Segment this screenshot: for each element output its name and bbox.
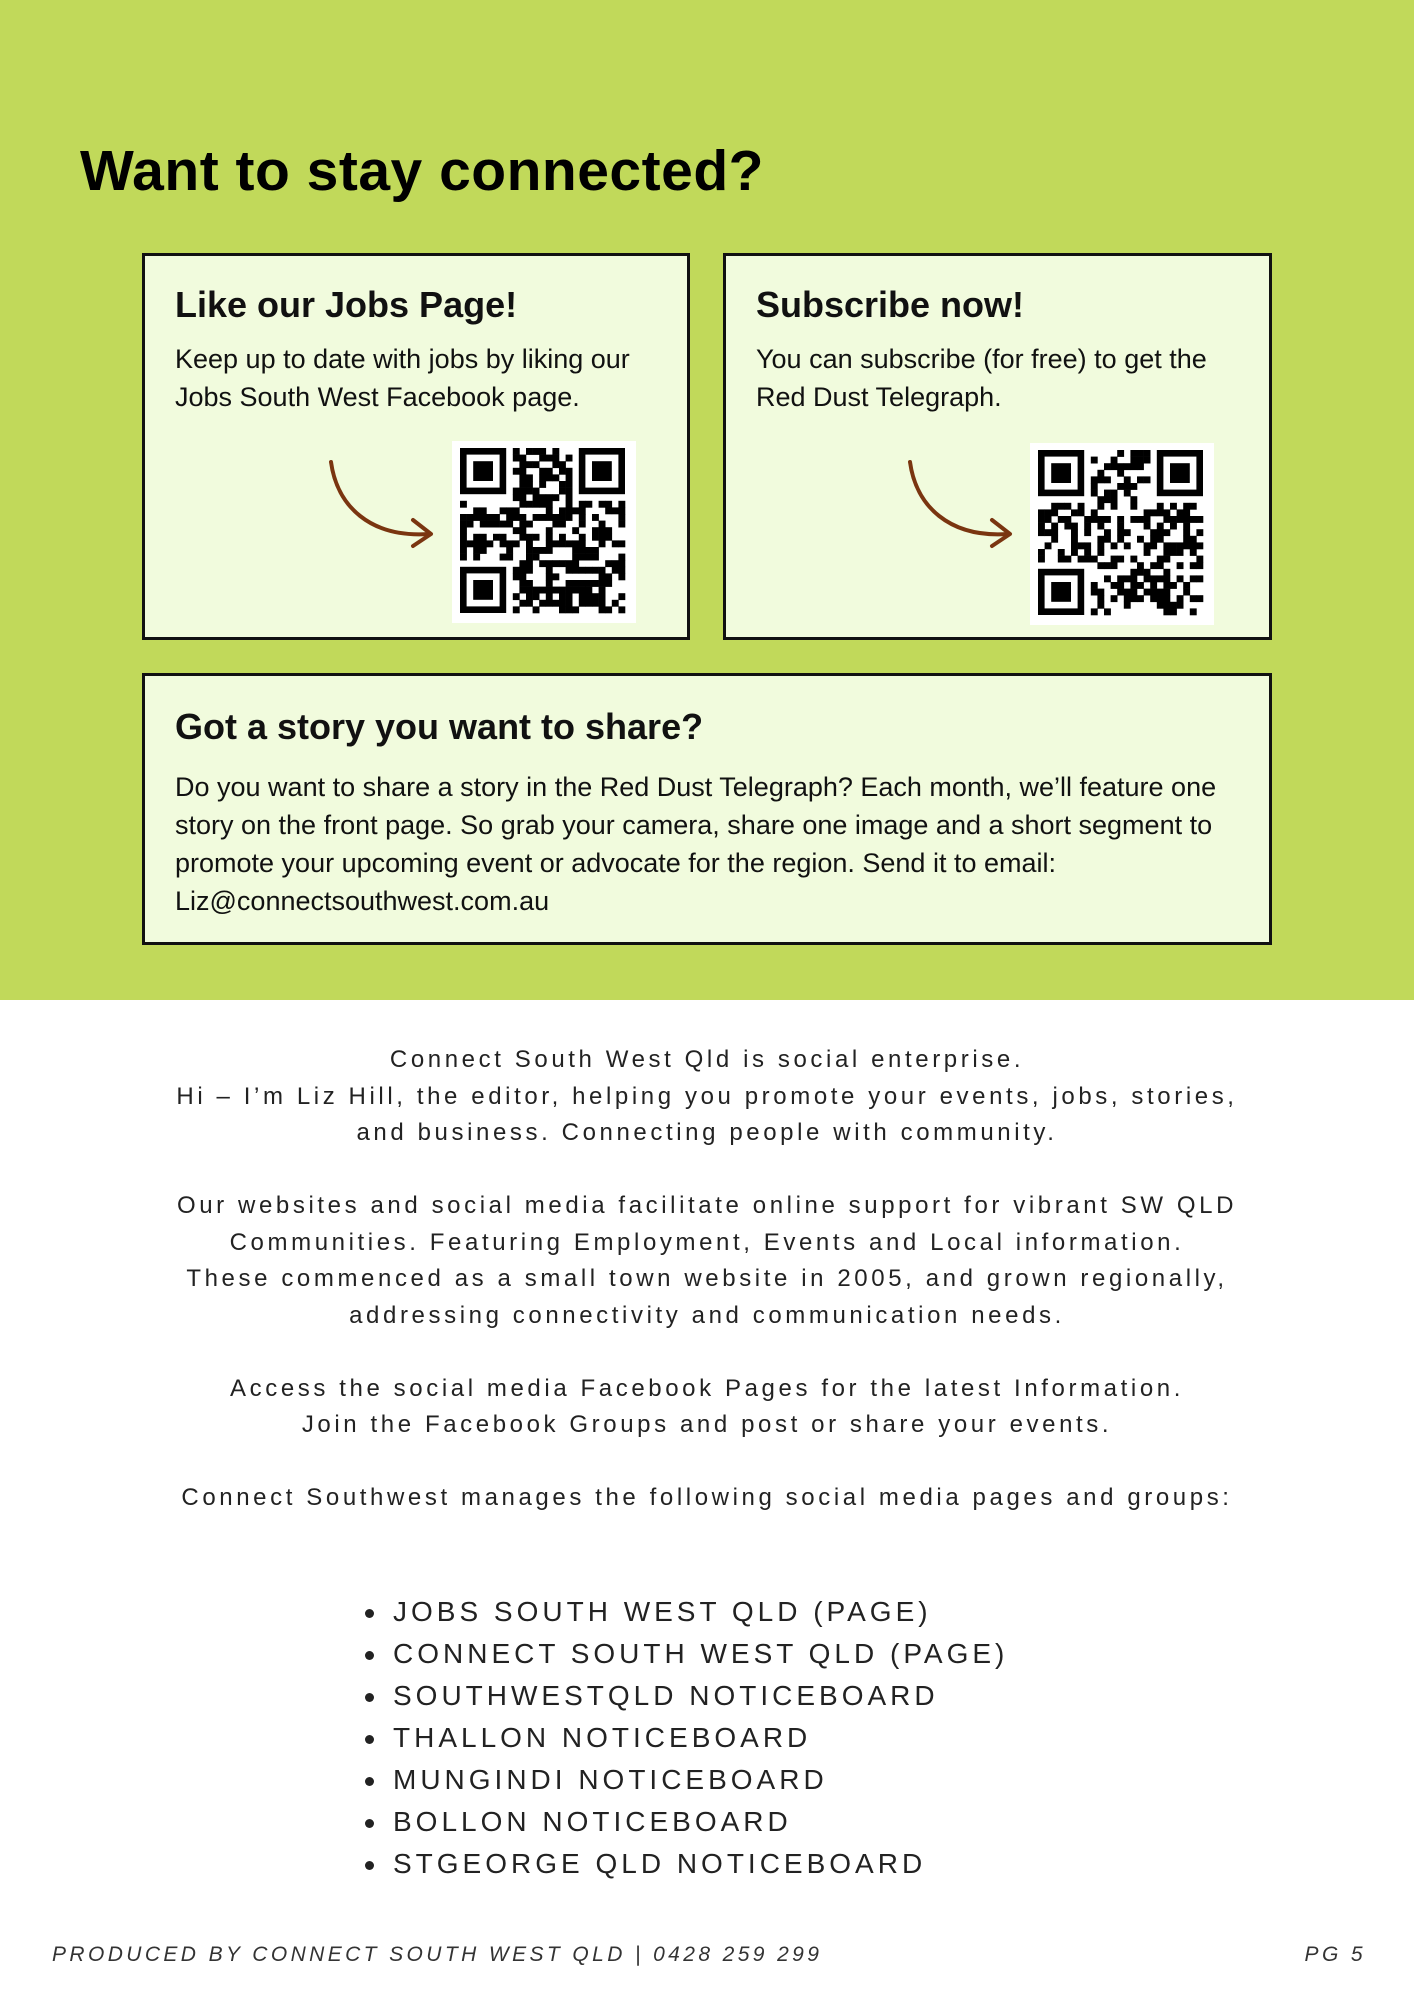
paragraph-gap <box>0 1444 1414 1481</box>
about-line: and business. Connecting people with community. <box>356 1119 1058 1146</box>
social-group-item: SOUTHWESTQLD NOTICEBOARD <box>393 1675 1008 1717</box>
page-headline: Want to stay connected? <box>80 139 764 203</box>
about-line: Hi – I’m Liz Hill, the editor, helping you promote your events, jobs, stories, <box>176 1082 1238 1110</box>
about-section <box>0 1042 1414 1517</box>
about-line: Access the social media Facebook Pages for the latest Information. <box>230 1374 1184 1402</box>
qr-code-icon[interactable] <box>1030 443 1214 625</box>
curved-arrow-icon <box>904 456 1024 556</box>
social-groups-list <box>393 1591 1008 1885</box>
paragraph-gap <box>0 1334 1414 1371</box>
about-line: addressing connectivity and communication needs. <box>349 1301 1065 1329</box>
about-line: Communities. Featuring Employment, Events and Local information. <box>229 1228 1185 1256</box>
jobs-card-body: Keep up to date with jobs by liking our Jobs South West Facebook page. <box>175 344 630 412</box>
story-card-title: Got a story you want to share? <box>175 706 704 747</box>
social-group-item: STGEORGE QLD NOTICEBOARD <box>393 1843 1008 1885</box>
page-number: PG 5 <box>1304 1943 1366 1966</box>
share-story-card <box>142 673 1272 945</box>
about-line: Connect Southwest manages the following social media pages and groups: <box>181 1484 1233 1511</box>
subscribe-card-body: You can subscribe (for free) to get the Red Dust Telegraph. <box>756 344 1207 412</box>
social-group-item: CONNECT SOUTH WEST QLD (PAGE) <box>393 1633 1008 1675</box>
jobs-card-title: Like our Jobs Page! <box>175 284 518 325</box>
subscribe-card <box>723 253 1272 640</box>
jobs-page-card <box>142 253 690 640</box>
about-line: These commenced as a small town website in 2005, and grown regionally, <box>186 1265 1228 1292</box>
social-group-item: THALLON NOTICEBOARD <box>393 1717 1008 1759</box>
story-card-body: Do you want to share a story in the Red Dust Telegraph? Each month, we’ll feature one story on the front page. So grab your camera, share one image and a short segment to promote your upcoming event or advocate for the region. Send it to email: Liz@connectsouthwest.com.au <box>175 772 1217 916</box>
social-group-item: JOBS SOUTH WEST QLD (PAGE) <box>393 1591 1008 1633</box>
curved-arrow-icon <box>325 456 445 556</box>
about-line: Join the Facebook Groups and post or share your events. <box>301 1411 1113 1438</box>
social-group-item: BOLLON NOTICEBOARD <box>393 1801 1008 1843</box>
about-line: Our websites and social media facilitate online support for vibrant SW QLD <box>176 1192 1238 1219</box>
about-line: Connect South West Qld is social enterprise. <box>389 1046 1025 1073</box>
subscribe-card-title: Subscribe now! <box>756 284 1025 325</box>
paragraph-gap <box>0 1152 1414 1189</box>
footer-produced-by: PRODUCED BY CONNECT SOUTH WEST QLD | 0428 259 299 <box>52 1943 823 1966</box>
social-group-item: MUNGINDI NOTICEBOARD <box>393 1759 1008 1801</box>
qr-code-icon[interactable] <box>452 441 636 623</box>
